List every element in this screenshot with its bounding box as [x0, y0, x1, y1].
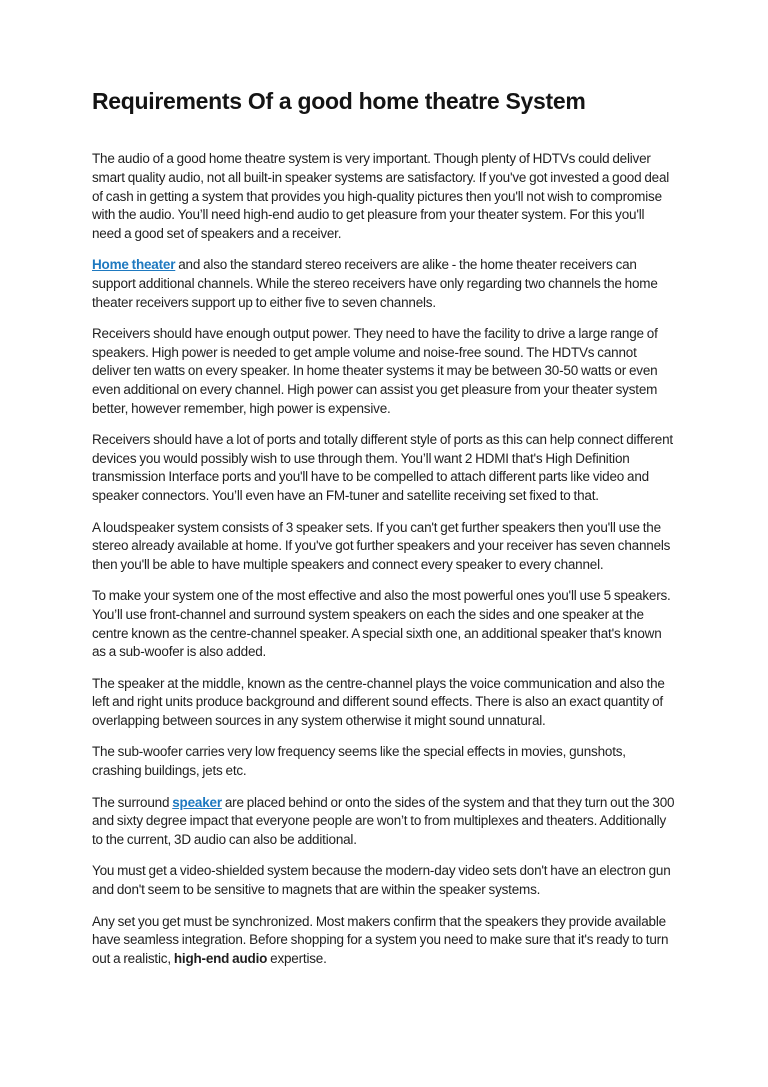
- text-run: Any set you get must be synchronized. Most makers confirm that the speakers they provide available have seamless integration. Before shopping for a system you need to make sure that it's ready to turn out a realistic,: [92, 913, 669, 966]
- text-run: and also the standard stereo receivers are alike - the home theater receivers can support additional channels. While the stereo receivers have only regarding two channels the home theater receivers support up to either five to seven channels.: [92, 257, 658, 310]
- paragraph: [92, 913, 676, 969]
- paragraph: [92, 862, 676, 899]
- text-run: are placed behind or onto the sides of the system and that they turn out the 300 and sixty degree impact that everyone people are won’t to from multiplexes and theaters. Additionally to the current, 3D audio can also be additional.: [92, 794, 675, 847]
- text-run: Receivers should have enough output power. They need to have the facility to drive a large range of speakers. High power is needed to get ample volume and noise-free sound. The HDTVs cannot deliver ten watts on every speaker. In home theater systems it may be between 30-50 watts or even even additional on every channel. High power can assist you get pleasure from your theater system better, however remember, high power is expensive.: [92, 326, 658, 416]
- text-run: You must get a video-shielded system because the modern-day video sets don't have an electron gun and don't seem to be sensitive to magnets that are within the speaker systems.: [92, 863, 671, 898]
- text-run: A loudspeaker system consists of 3 speaker sets. If you can't get further speakers then you'll use the stereo already available at home. If you've got further speakers and your receiver has seven channels then you'll be able to have multiple speakers and connect every speaker to every channel.: [92, 519, 671, 572]
- page-title: Requirements Of a good home theatre System: [92, 88, 586, 114]
- paragraph: [92, 587, 676, 661]
- paragraph: [92, 743, 676, 780]
- paragraph: [92, 325, 676, 418]
- text-run: The audio of a good home theatre system is very important. Though plenty of HDTVs could deliver smart quality audio, not all built-in speaker systems are satisfactory. If you've got invested a good deal of cash in getting a system that provides you high-quality pictures then you'll not wish to compromise with the audio. You’ll need high-end audio to get pleasure from your theater system. For this you'll need a good set of speakers and a receiver.: [92, 151, 670, 241]
- hyperlink[interactable]: speaker: [172, 794, 222, 810]
- paragraph: [92, 794, 676, 850]
- text-run: The surround: [92, 794, 173, 810]
- hyperlink[interactable]: Home theater: [92, 257, 176, 273]
- document-body: [92, 150, 676, 968]
- text-run: The sub-woofer carries very low frequency seems like the special effects in movies, gunshots, crashing buildings, jets etc.: [92, 744, 626, 779]
- text-run: To make your system one of the most effective and also the most powerful ones you'll use 5 speakers. You’ll use front-channel and surround system speakers on each the sides and one speaker at the centre known as the centre-channel speaker. A special sixth one, an additional speaker that's known as a sub-woofer is also added.: [92, 588, 671, 660]
- paragraph: [92, 256, 676, 312]
- bold-text: high-end audio: [173, 950, 268, 966]
- text-run: The speaker at the middle, known as the centre-channel plays the voice communication and also the left and right units produce background and different sound effects. There is also an exact quantity of overlapping between sources in any system otherwise it might sound unnatural.: [92, 675, 665, 728]
- paragraph: [92, 675, 676, 731]
- paragraph: [92, 431, 676, 505]
- paragraph: [92, 519, 676, 575]
- paragraph: [92, 150, 676, 243]
- text-run: expertise.: [267, 950, 327, 966]
- text-run: Receivers should have a lot of ports and totally different style of ports as this can help connect different devices you would possibly wish to use through them. You’ll want 2 HDMI that's High Definition transmission Interface ports and you'll have to be compelled to attach different parts like video and speaker connectors. You’ll even have an FM-tuner and satellite receiving set fixed to that.: [92, 432, 673, 503]
